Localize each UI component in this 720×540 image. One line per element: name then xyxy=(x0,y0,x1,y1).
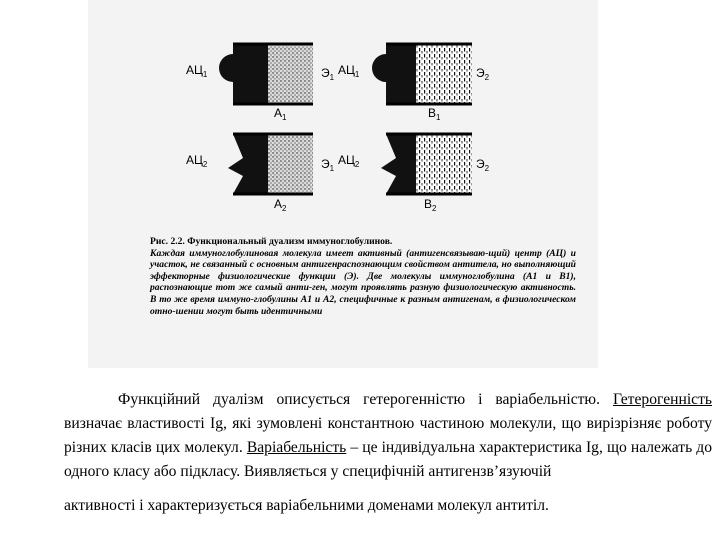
term-heterogeneity: Гетерогенність xyxy=(612,391,712,408)
b1-effector-block xyxy=(416,44,472,104)
b2-effector-label: $Э_2$ xyxy=(476,157,490,173)
paragraph-last-line: активності і характеризується варіабельними доменами молекул антитіл. xyxy=(64,497,549,514)
a1-name: $А_1$ xyxy=(274,106,287,122)
a2-site-block xyxy=(228,134,268,194)
caption-title: Рис. 2.2. Функциональный дуализм иммуноглобулинов. xyxy=(150,236,393,247)
a2-effector-label: $Э_1$ xyxy=(321,157,335,173)
paragraph-start: Функційний дуалізм описується гетерогенністю і варіабельністю. xyxy=(118,391,600,408)
a2-name: $А_2$ xyxy=(274,197,287,213)
a1-site-bump xyxy=(219,54,247,82)
b2-site-block xyxy=(381,134,416,194)
a1-effector-label: $Э_1$ xyxy=(321,66,335,82)
term-variability: Варіабельність xyxy=(246,439,347,456)
paragraph xyxy=(64,388,712,484)
molecule-a1 xyxy=(186,44,335,122)
molecule-a2 xyxy=(186,134,335,213)
figure-caption xyxy=(150,236,576,317)
a2-effector-light xyxy=(268,134,313,194)
a2-site-label: $АЦ_2$ xyxy=(186,153,208,169)
a1-effector-light xyxy=(268,44,313,104)
b1-site-label: $АЦ_1$ xyxy=(338,63,360,79)
immunoglobulin-diagram xyxy=(88,0,598,230)
paragraph-middle: визначає властивості Ig, які зумовлені константною частиною молекули, що вирізрізняє роботу різних класів цих молекул. xyxy=(64,415,712,456)
b1-site-bump xyxy=(372,54,400,82)
main-text xyxy=(64,388,712,518)
molecule-b2 xyxy=(338,134,490,213)
b2-name: $В_2$ xyxy=(424,197,437,213)
b1-name: $В_1$ xyxy=(428,106,441,122)
b2-site-label: $АЦ_2$ xyxy=(338,153,360,169)
paragraph-end: – це індивідуальна характеристика Ig, що належать до одного класу або підкласу. Виявляється у специфічній антигензв’язуючій xyxy=(64,439,712,480)
a1-site-label: $АЦ_1$ xyxy=(186,63,208,79)
b1-effector-label: $Э_2$ xyxy=(476,66,490,82)
caption-body: Каждая иммуноглобулиновая молекула имеет активный (антигенсвязываю-щий) центр (АЦ) и участок, не связанный с основным антигенраспознающим свойством антитела, но выполняющий эффекторные физиологические функции (Э). Две молекулы иммуноглобулина (А1 и В1), распознающие тот же самый анти-ген, могут проявлять разную физиологическую активность. В то же время иммуно-глобулины А1 и А2, специфичные к разным антигенам, в физиологическом отно-шении могут быть идентичными xyxy=(150,247,576,317)
figure-panel xyxy=(88,0,598,368)
b2-effector-block xyxy=(416,134,472,194)
molecule-b1 xyxy=(338,44,490,122)
